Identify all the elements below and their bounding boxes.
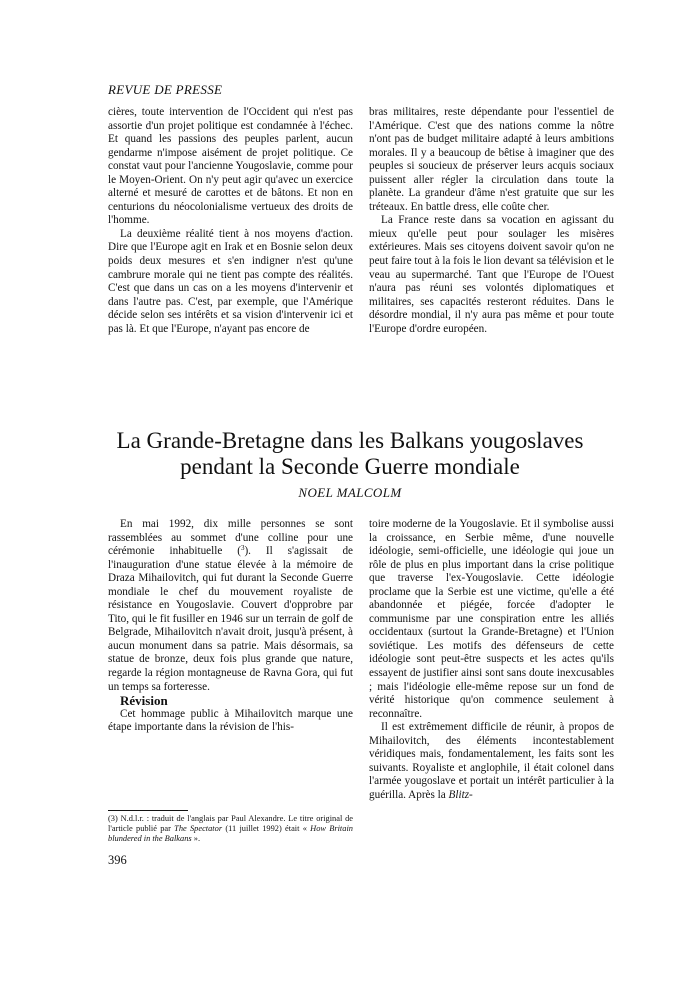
paragraph	[369, 721, 614, 802]
footnote-divider	[108, 810, 188, 811]
article-title-line-2: pendant la Seconde Guerre mondiale	[180, 454, 520, 479]
column-top-right	[369, 106, 614, 336]
footnote-text: (3) N.d.l.r. : traduit de l'anglais par Paul Alexandre. Le titre original de l'article publié par	[108, 814, 353, 833]
paragraph: toire moderne de la Yougoslavie. Et il symbolise aussi la croissance, en Serbie même, d'une nouvelle idéologie, semi-officielle, une idéologie qui joue un rôle de plus en plus important dans la crise politique que traverse l'ex-Yougoslavie. Cette idéologie proclame que la Serbie est une victime, qu'elle a été abandonnée et piégée, forcée d'adopter le communisme par une conspiration entre les alliés occidentaux (surtout la Grande-Bretagne) et l'Union soviétique. Les motifs des défenseurs de cette idéologie sont peut-être suspects et les actes qu'ils essayent de justifier ainsi sont sans doute inexcusables ; mais l'idéologie elle-même repose sur un fond de vérité historique qu'on commence seulement à reconnaître.	[369, 518, 614, 720]
footnote-text: ».	[191, 834, 201, 843]
paragraph: bras militaires, reste dépendante pour l'essentiel de l'Amérique. C'est que des nations comme la nôtre n'ont pas de budget militaire adapté à leurs ambitions morales. Il y a beaucoup de bêtise à imaginer que des peuples si soucieux de préserver leurs acquis sociaux puissent aller régler la circulation dans toute la planète. La grandeur d'âme n'est gratuite que sur les tréteaux. En battle dress, elle coûte cher.	[369, 106, 614, 213]
paragraph: La France reste dans sa vocation en agissant du mieux qu'elle peut pour soulager les misères extérieures. Mais ses citoyens doivent savoir qu'on ne peut faire tout à la fois le lion devant sa télévision et le veau au supermarché. Tant que l'Europe de l'Ouest n'aura pas réuni ses volontés diplomatiques et militaires, ses capacités resteront réduites. Dans le désordre mondial, il n'y aura pas même et pour toute l'Europe d'ordre européen.	[369, 214, 614, 335]
footnote-original-title: How Britain blundered in the Balkans	[108, 824, 353, 843]
section-heading: Révision	[120, 693, 168, 709]
column-bottom-left	[108, 518, 353, 735]
paragraph-text: Il est extrêmement difficile de réunir, à propos de Mihailovitch, des éléments incontestablement véridiques mais, fondamentalement, les faits sont les suivants. Royaliste et anglophile, il était colonel dans l'armée yougoslave et portait un intérêt particulier à la guérilla. Après la	[369, 721, 614, 801]
paragraph-text: ). Il s'agissait de l'inauguration d'une statue élevée à la mémoire de Draza Mihailovitch, qui fut durant la Seconde Guerre mondiale le chef du mouvement royaliste de résistance en Yougoslavie. Couvert d'opprobre par Tito, qui le fit fusiller en 1946 sur un terrain de golf de Belgrade, Mihailovitch n'avait droit, jusqu'à présent, à aucun monument dans sa patrie. Mais désormais, sa statue de bronze, deux fois plus grande que nature, regarde la région montagneuse de Ravna Gora, qui fut un temps sa forteresse.	[108, 545, 353, 693]
paragraph: cières, toute intervention de l'Occident qui n'est pas assortie d'un projet politique est condamnée à l'échec. Et quand les passions des peuples parlent, aucun gendarme n'impose aisément de projet politique. Ce constat vaut pour l'ancienne Yougoslavie, comme pour le Moyen-Orient. On n'y peut agir qu'avec un exercice alterné et mesuré de carottes et de bâtons. Et non en centurions du néocolonialisme vertueux des droits de l'homme.	[108, 106, 353, 227]
paragraph: La deuxième réalité tient à nos moyens d'action. Dire que l'Europe agit en Irak et en Bosnie selon deux poids deux mesures et s'en indigner n'est qu'une cambrure morale qui ne tient pas compte des réalités. C'est que dans un cas on a les moyens d'intervenir et dans l'autre pas. C'est, par exemple, que l'Amérique décide selon ses intérêts et sa vision d'intervenir ici et pas là. Et que l'Europe, n'ayant pas encore de	[108, 227, 353, 335]
column-top-left	[108, 106, 353, 336]
article-title	[60, 428, 640, 480]
article-title-line-1: La Grande-Bretagne dans les Balkans yougoslaves	[116, 428, 584, 453]
footnote-ref: 3	[240, 544, 245, 553]
article-author: NOEL MALCOLM	[298, 485, 402, 500]
italic-text: Blitz-	[448, 788, 473, 801]
paragraph-text: En mai 1992, dix mille personnes se sont rassemblées au sommet d'une colline pour une cérémonie inhabituelle (	[108, 518, 353, 558]
footnote-journal: The Spectator	[174, 824, 223, 833]
paragraph	[108, 518, 353, 694]
page-number: 396	[108, 853, 127, 867]
running-head: REVUE DE PRESSE	[108, 82, 223, 97]
column-bottom-right	[369, 518, 614, 802]
footnote	[108, 814, 353, 844]
paragraph: Cet hommage public à Mihailovitch marque une étape importante dans la révision de l'his-	[108, 707, 353, 734]
footnote-text: (11 juillet 1992) était «	[222, 824, 311, 833]
